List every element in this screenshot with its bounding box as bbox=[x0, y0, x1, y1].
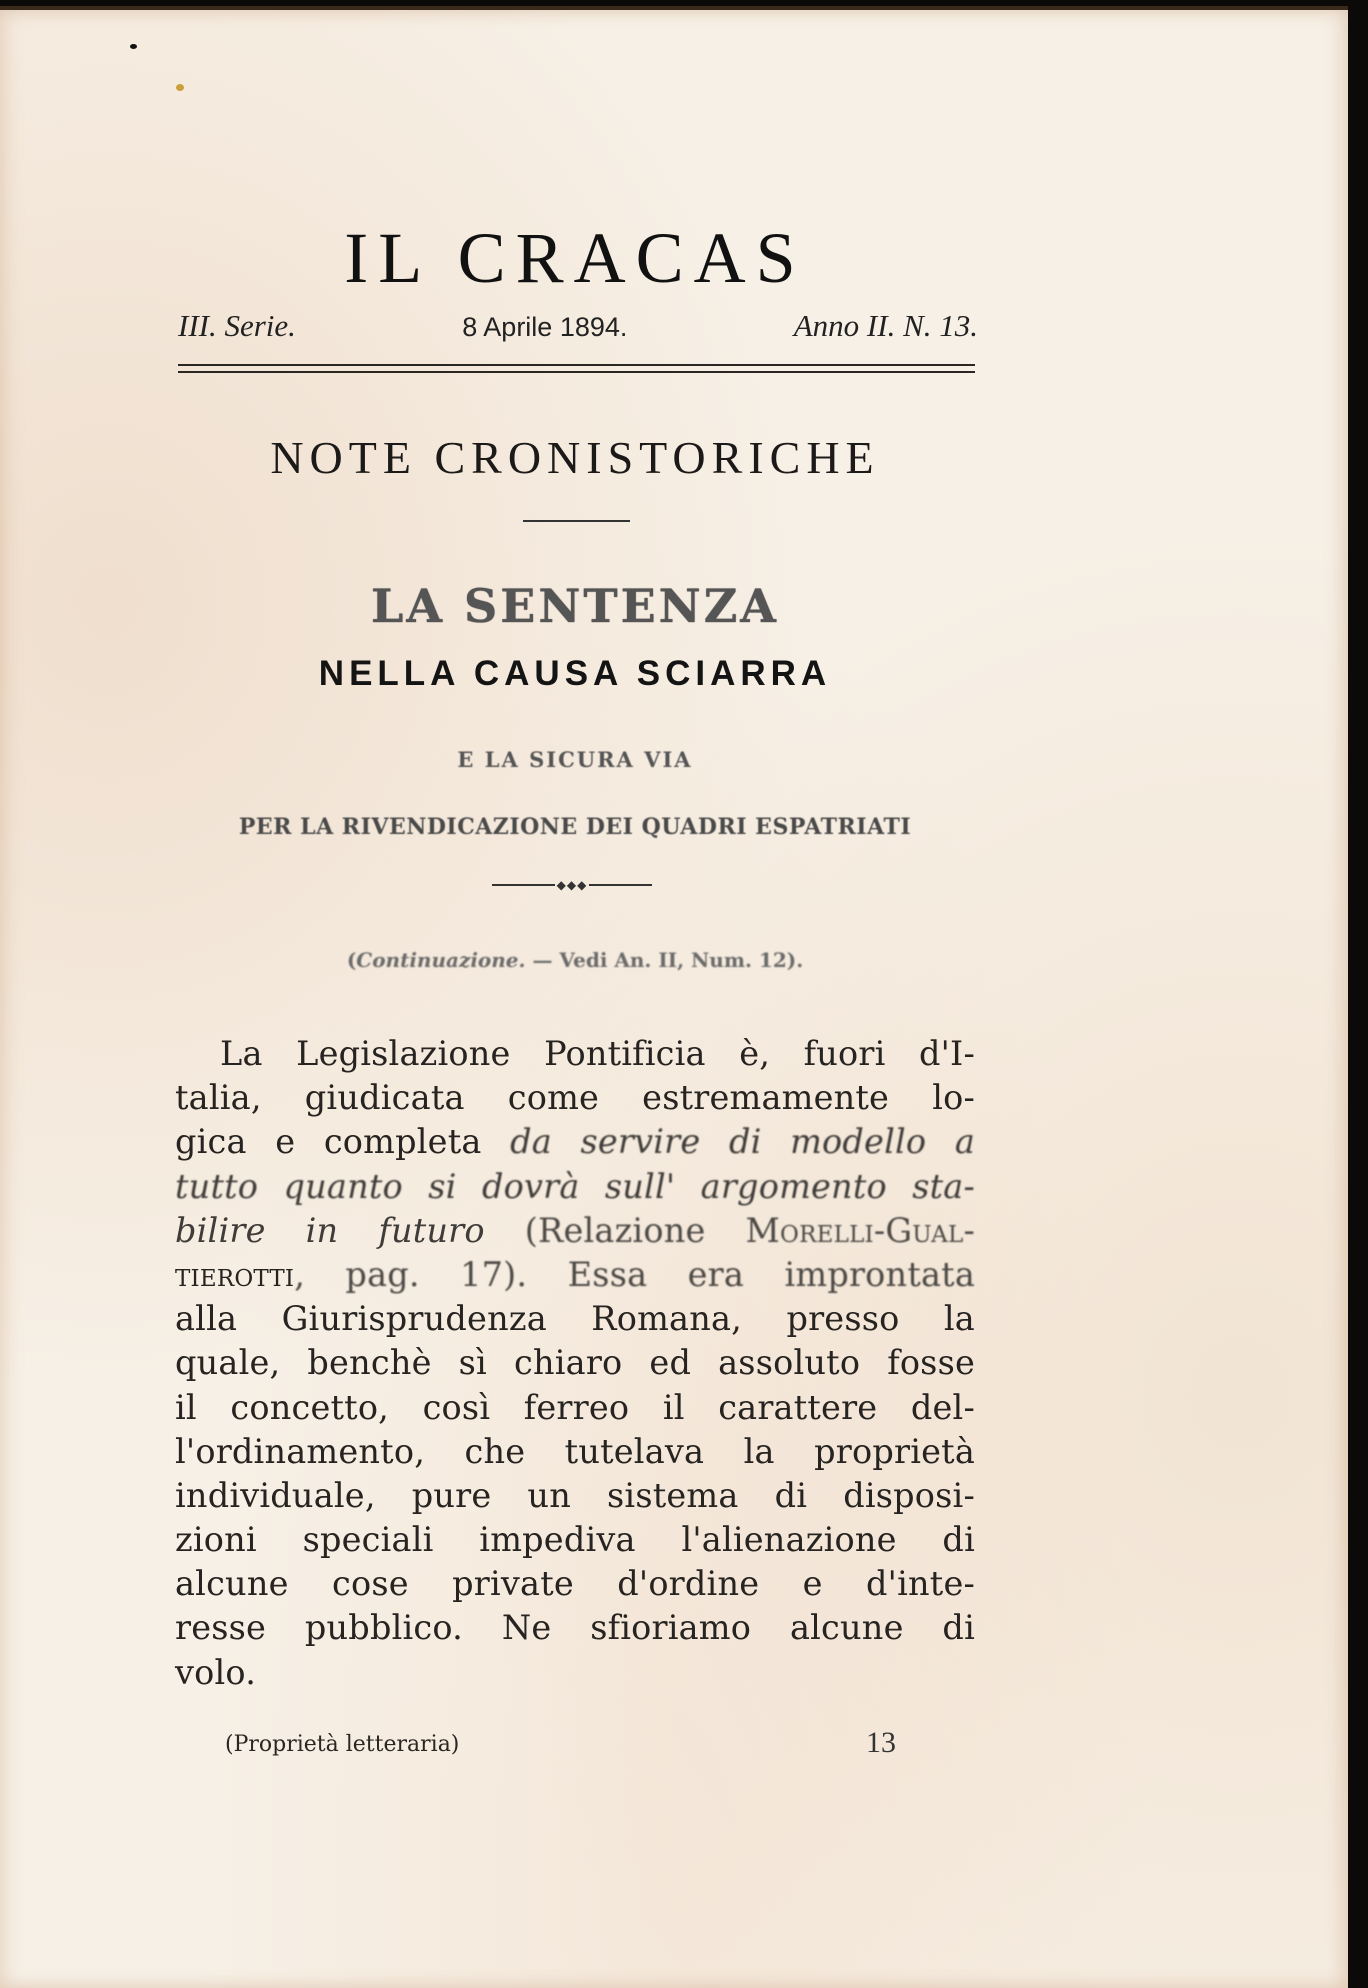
masthead-double-rule bbox=[178, 364, 975, 373]
masthead-info bbox=[178, 308, 978, 348]
body-line: gica e completa da servire di modello a bbox=[175, 1122, 975, 1162]
body-line: La Legislazione Pontificia è, fuori d'I- bbox=[220, 1034, 975, 1073]
article-kicker: E LA SICURA VIA bbox=[457, 747, 693, 772]
section-divider bbox=[523, 520, 630, 522]
body-line: volo. bbox=[175, 1652, 257, 1692]
stain-speck bbox=[176, 84, 184, 91]
ornamental-divider: ◆◆◆ bbox=[492, 878, 652, 892]
article-kicker-secondary: PER LA RIVENDICAZIONE DEI QUADRI ESPATRIATI bbox=[238, 814, 912, 840]
ink-speck bbox=[130, 44, 137, 49]
body-line: quale, benchè sì chiaro ed assoluto fosse bbox=[175, 1343, 975, 1383]
body-line: alla Giurisprudenza Romana, presso la bbox=[175, 1299, 975, 1339]
body-line: zioni speciali impediva l'alienazione di bbox=[175, 1520, 975, 1560]
body-line: talia, giudicata come estremamente lo- bbox=[175, 1078, 975, 1118]
body-line: il concetto, così ferreo il carattere del- bbox=[175, 1387, 975, 1427]
article-body bbox=[175, 1032, 975, 1695]
continuation-note: (Continuazione. — Vedi An. II, Num. 12). bbox=[346, 948, 804, 972]
series-label: III. Serie. bbox=[178, 308, 296, 343]
article-subheadline: NELLA CAUSA SCIARRA bbox=[318, 654, 832, 693]
body-line: resse pubblico. Ne sfioriamo alcune di bbox=[175, 1608, 975, 1648]
newspaper-page bbox=[0, 6, 1348, 1988]
issue-number: Anno II. N. 13. bbox=[793, 308, 978, 343]
copyright-notice: (Proprietà letteraria) bbox=[225, 1732, 460, 1757]
body-line: individuale, pure un sistema di disposi- bbox=[175, 1475, 975, 1515]
article-headline: LA SENTENZA bbox=[371, 579, 779, 633]
body-line: l'ordinamento, che tutelava la proprietà bbox=[175, 1431, 975, 1471]
section-title: NOTE CRONISTORICHE bbox=[270, 432, 880, 483]
body-line: bilire in futuro (Relazione Morelli-Gual- bbox=[175, 1210, 975, 1250]
body-line: tutto quanto si dovrà sull' argomento sta- bbox=[175, 1166, 975, 1206]
body-line: tierotti, pag. 17). Essa era improntata bbox=[175, 1254, 975, 1294]
masthead-title: IL CRACAS bbox=[344, 218, 806, 298]
issue-date: 8 Aprile 1894. bbox=[462, 312, 628, 342]
page-number: 13 bbox=[866, 1726, 896, 1759]
continuation-label: Continuazione. bbox=[356, 948, 526, 972]
continuation-reference: — Vedi An. II, Num. 12). bbox=[525, 948, 804, 972]
body-line: alcune cose private d'ordine e d'inte- bbox=[175, 1564, 975, 1604]
